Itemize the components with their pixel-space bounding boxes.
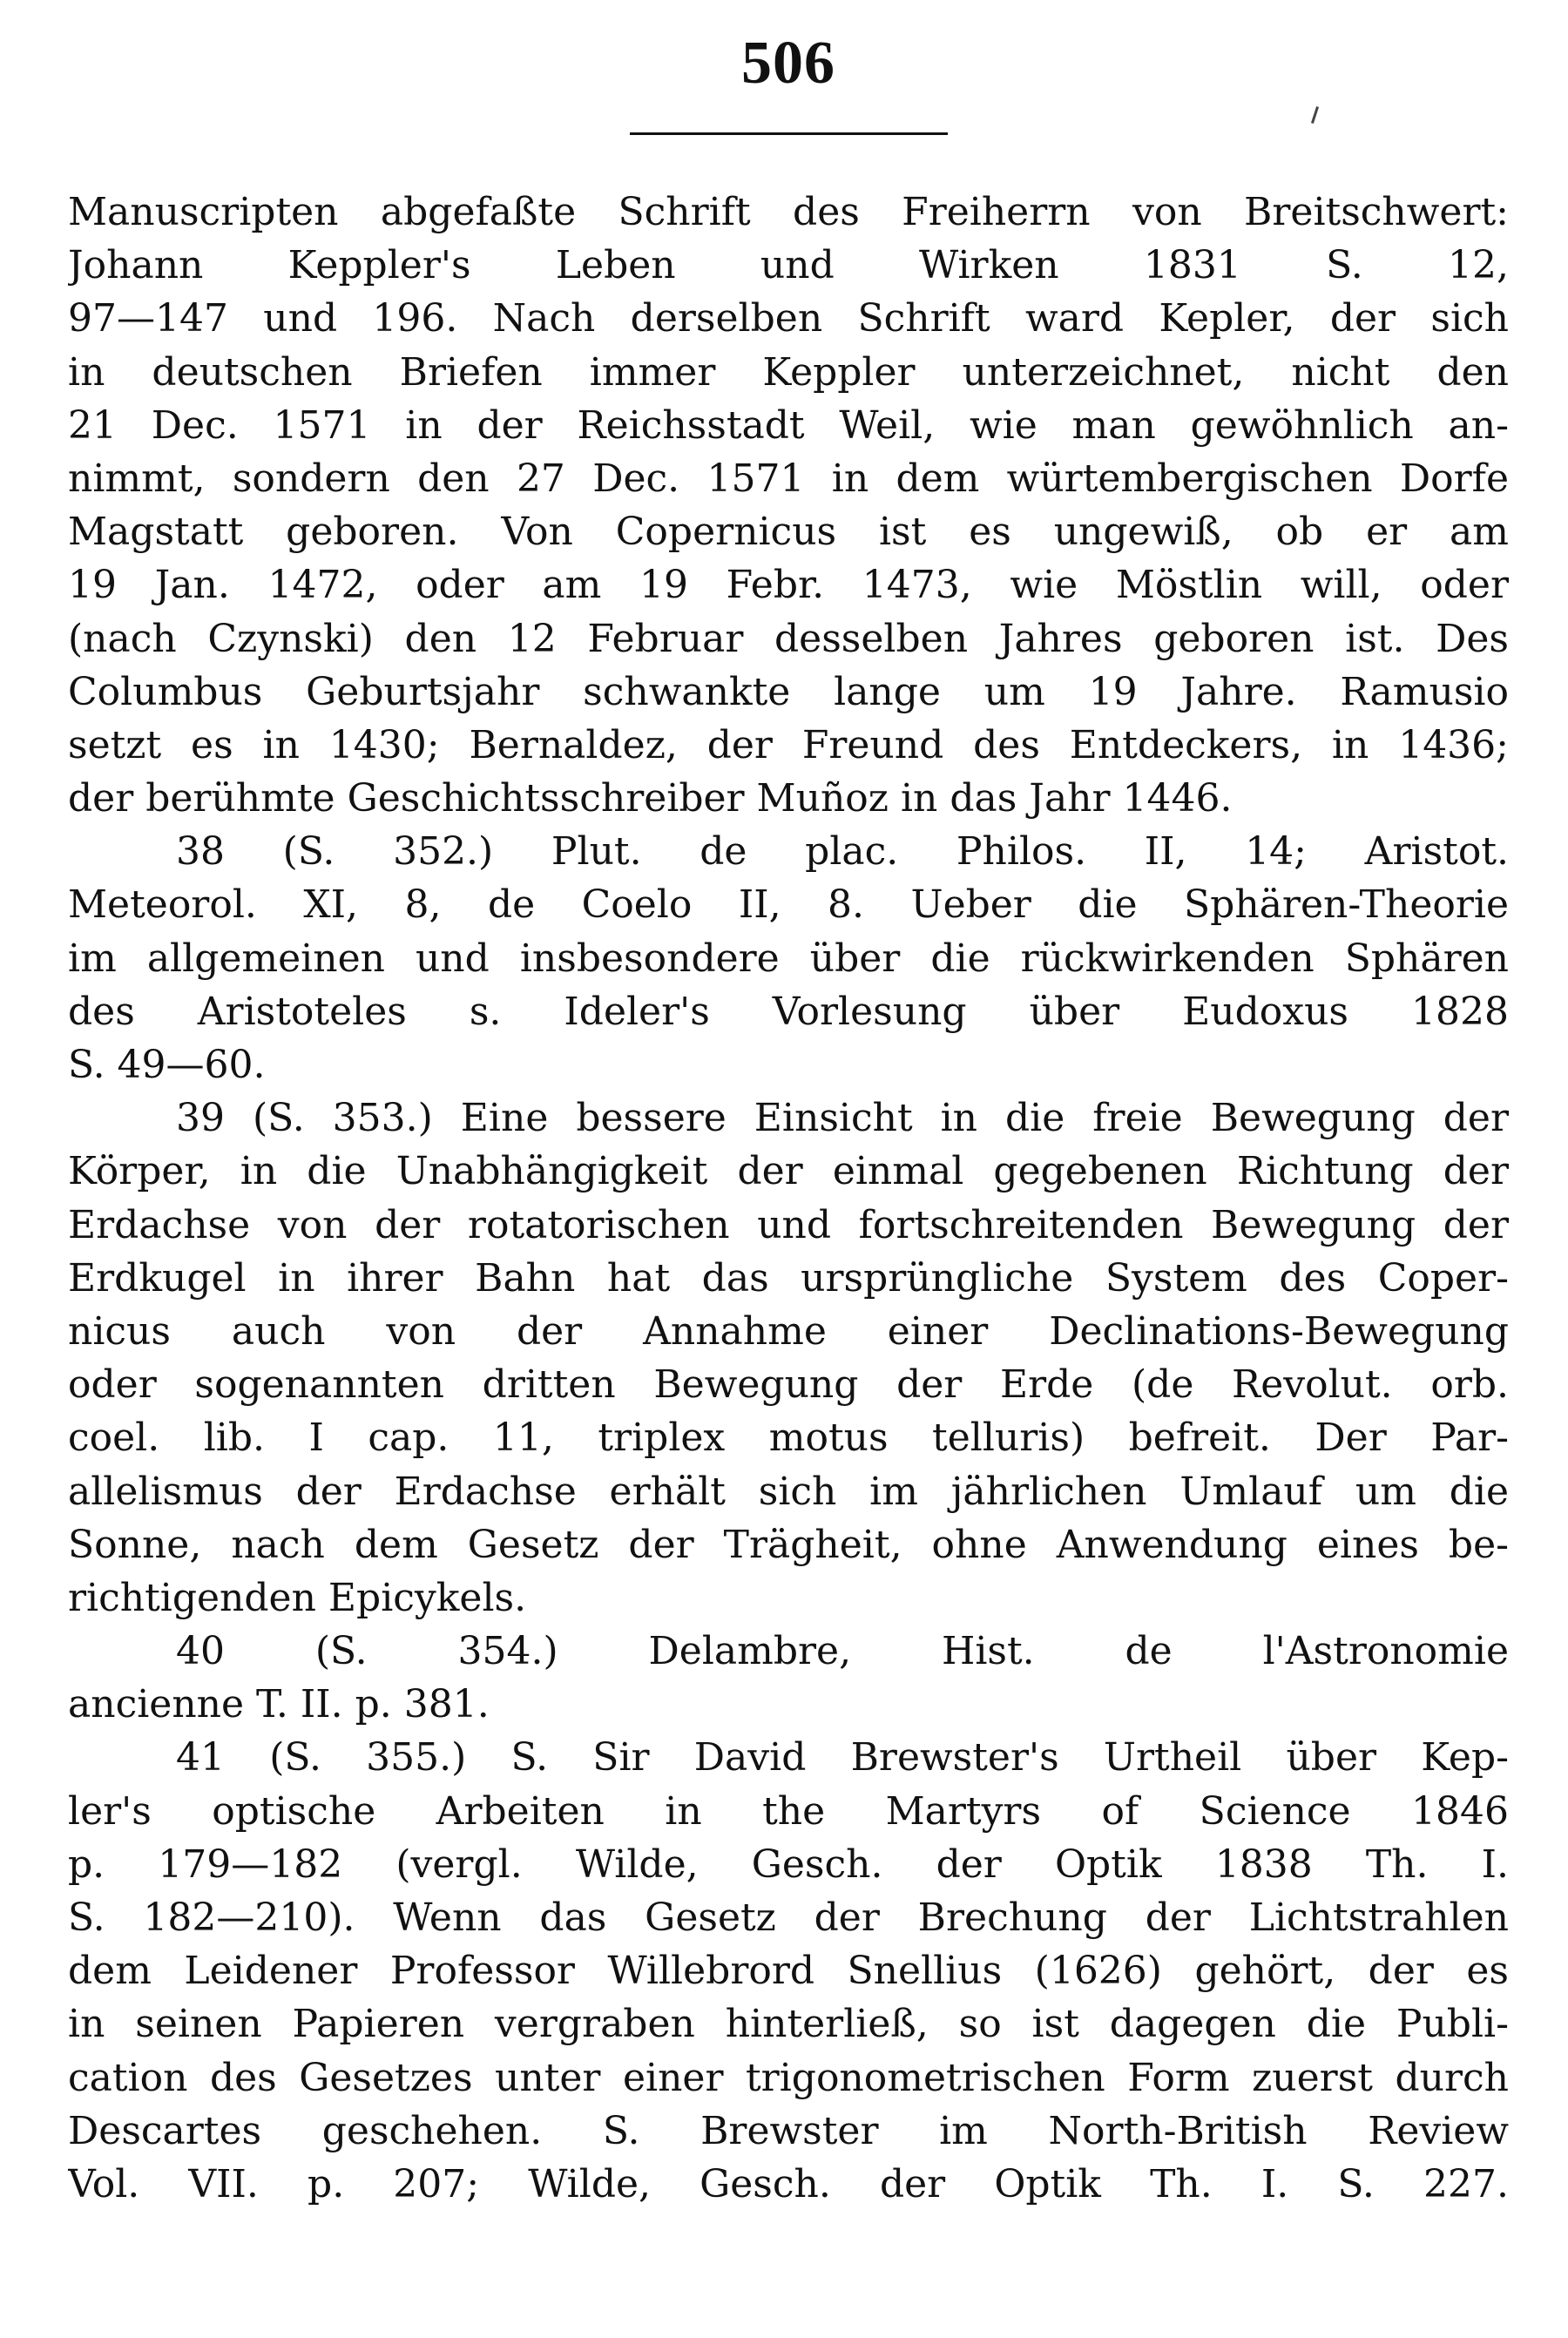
text-line: 41 (S. 355.) S. Sir David Brewster's Urtheil über Kep- xyxy=(176,1735,1509,1781)
text-line: nicus auch von der Annahme einer Declinations-Bewegung xyxy=(68,1308,1509,1354)
footnote-text-body xyxy=(68,186,1509,2211)
text-line: 38 (S. 352.) Plut. de plac. Philos. II, 14; Aristot. xyxy=(176,829,1509,875)
text-line: der berühmte Geschichtsschreiber Muñoz in das Jahr 1446. xyxy=(68,776,1233,821)
text-line: Descartes geschehen. S. Brewster im North-British Review xyxy=(68,2108,1509,2153)
text-line: Vol. VII. p. 207; Wilde, Gesch. der Optik Th. I. S. 227. xyxy=(68,2161,1509,2206)
text-line: 39 (S. 353.) Eine bessere Einsicht in die freie Bewegung der xyxy=(176,1096,1509,1141)
text-line: cation des Gesetzes unter einer trigonometrischen Form zuerst durch xyxy=(68,2055,1509,2100)
text-line: im allgemeinen und insbesondere über die rückwirkenden Sphären xyxy=(68,936,1509,981)
text-line: p. 179—182 (vergl. Wilde, Gesch. der Optik 1838 Th. I. xyxy=(68,1841,1509,1887)
text-line: 97—147 und 196. Nach derselben Schrift ward Kepler, der sich xyxy=(68,296,1509,341)
text-line: des Aristoteles s. Ideler's Vorlesung über Eudoxus 1828 xyxy=(68,989,1509,1034)
text-line: allelismus der Erdachse erhält sich im jährlichen Umlauf um die xyxy=(68,1469,1509,1514)
text-line: ancienne T. II. p. 381. xyxy=(68,1682,490,1727)
text-line: ler's optische Arbeiten in the Martyrs of Science 1846 xyxy=(68,1788,1509,1834)
header-rule xyxy=(630,132,948,135)
text-line: Erdkugel in ihrer Bahn hat das ursprüngliche System des Coper- xyxy=(68,1255,1509,1301)
text-line: Sonne, nach dem Gesetz der Trägheit, ohne Anwendung eines be- xyxy=(68,1522,1509,1567)
text-line: dem Leidener Professor Willebrord Snellius (1626) gehört, der es xyxy=(68,1949,1509,1994)
text-line: Manuscripten abgefaßte Schrift des Freiherrn von Breitschwert: xyxy=(68,190,1509,234)
page-number: 506 xyxy=(741,30,835,97)
text-line: 19 Jan. 1472, oder am 19 Febr. 1473, wie Möstlin will, oder xyxy=(68,563,1509,608)
text-line: setzt es in 1430; Bernaldez, der Freund des Entdeckers, in 1436; xyxy=(68,722,1509,767)
text-line: S. 49—60. xyxy=(68,1043,266,1087)
text-line: Columbus Geburtsjahr schwankte lange um 19 Jahre. Ramusio xyxy=(68,669,1509,714)
text-line: richtigenden Epicykels. xyxy=(68,1575,527,1620)
text-line: Erdachse von der rotatorischen und fortschreitenden Bewegung der xyxy=(68,1202,1509,1247)
text-line: 40 (S. 354.) Delambre, Hist. de l'Astronomie xyxy=(176,1629,1509,1674)
text-line: in deutschen Briefen immer Keppler unterzeichnet, nicht den xyxy=(68,349,1509,395)
text-line: Körper, in die Unabhängigkeit der einmal gegebenen Richtung der xyxy=(68,1149,1509,1194)
text-line: coel. lib. I cap. 11, triplex motus telluris) befreit. Der Par- xyxy=(68,1416,1509,1461)
text-line: Magstatt geboren. Von Copernicus ist es ungewiß, ob er am xyxy=(68,510,1509,555)
text-line: Johann Keppler's Leben und Wirken 1831 S. 12, xyxy=(68,243,1509,288)
text-line: Meteorol. XI, 8, de Coelo II, 8. Ueber die Sphären-Theorie xyxy=(68,882,1509,928)
text-line: nimmt, sondern den 27 Dec. 1571 in dem würtembergischen Dorfe xyxy=(68,456,1509,501)
text-line: oder sogenannten dritten Bewegung der Erde (de Revolut. orb. xyxy=(68,1362,1509,1408)
text-line: S. 182—210). Wenn das Gesetz der Brechung der Lichtstrahlen xyxy=(68,1895,1509,1940)
text-line: in seinen Papieren vergraben hinterließ, so ist dagegen die Publi- xyxy=(68,2002,1509,2047)
text-line: 21 Dec. 1571 in der Reichsstadt Weil, wie man gewöhnlich an- xyxy=(68,402,1509,448)
text-line: (nach Czynski) den 12 Februar desselben Jahres geboren ist. Des xyxy=(68,616,1509,661)
